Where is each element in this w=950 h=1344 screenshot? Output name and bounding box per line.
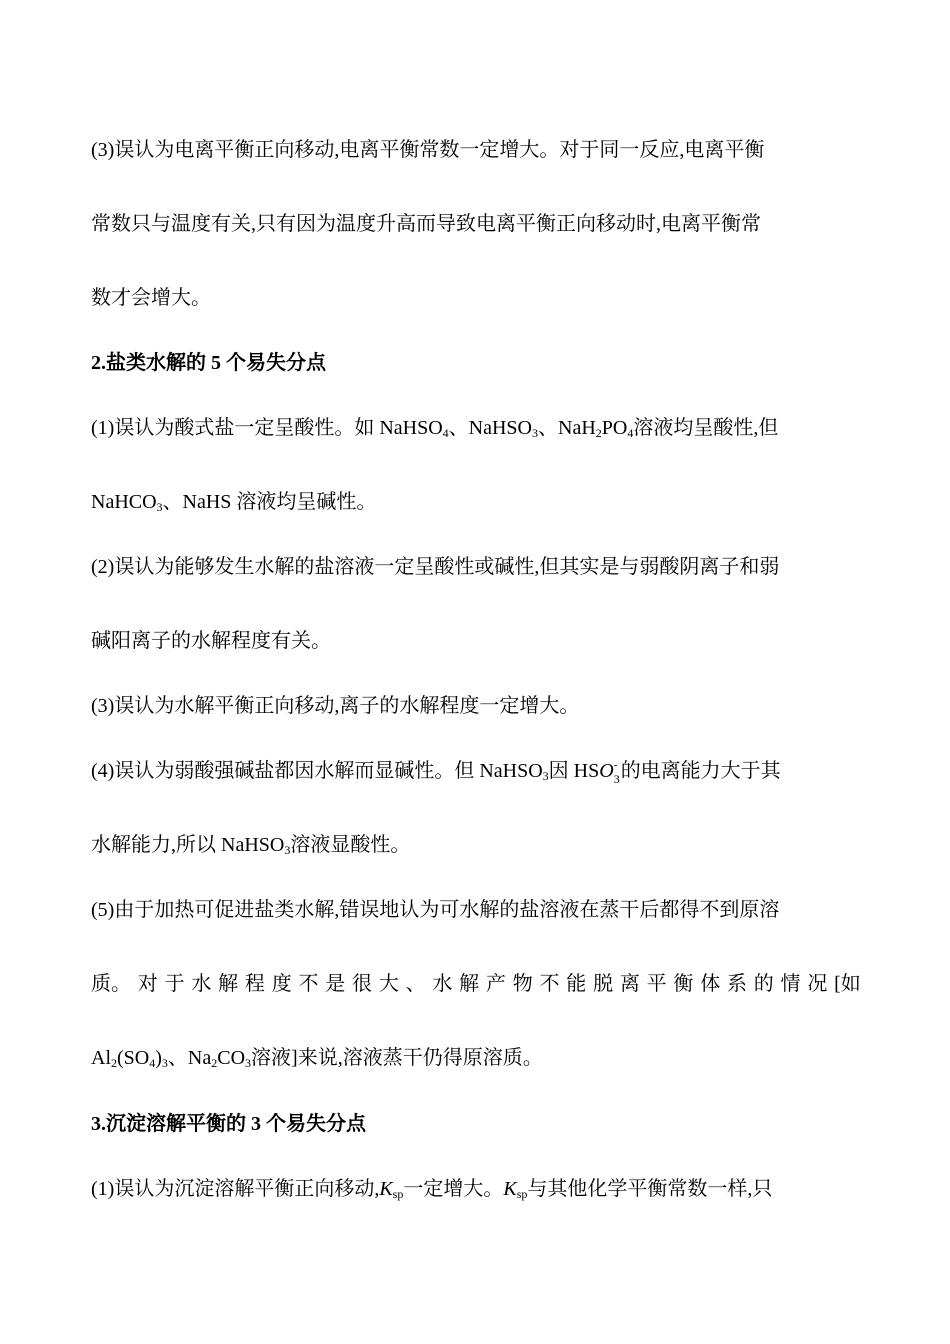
text-run: 溶液均呈酸性,但 [633,417,779,439]
text-char: 产 [485,973,506,995]
text-char: 于 [164,973,185,995]
text-char: 况 [807,973,828,995]
italic-symbol: K [379,1178,393,1200]
text-char: 的 [753,973,774,995]
ion-script [613,757,621,786]
paragraph-line [91,757,861,785]
text-char: 脱 [593,973,614,995]
text-char: 离 [619,973,640,995]
italic-symbol: K [503,1178,517,1200]
text-run: 、NaHSO [448,417,532,439]
text-char: 是 [325,973,346,995]
subscript: sp [516,1187,528,1201]
section-heading: 3.沉淀溶解平衡的 3 个易失分点 [91,1113,366,1135]
text-run: 水解能力,所以 NaHSO [91,834,285,856]
text-run: 溶液]来说,溶液蒸干仍得原溶质。 [251,1047,543,1069]
text-char: 系 [726,973,747,995]
subscript: 3 [161,1056,168,1070]
subscript: 4 [627,426,634,440]
section-heading: 2.盐类水解的 5 个易失分点 [91,352,326,374]
paragraph-line [91,831,861,859]
text-char: 对 [137,973,158,995]
text-run: 一定增大。 [403,1178,504,1200]
subscript: 3 [532,426,538,440]
text-run: (1)误认为沉淀溶解平衡正向移动, [91,1178,380,1200]
subscript: 4 [442,426,449,440]
paragraph-line: (2)误认为能够发生水解的盐溶液一定呈酸性或碱性,但其实是与弱酸阴离子和弱 [91,556,780,578]
text-run: 、NaH [538,417,596,439]
text-run: 、NaHS 溶液均呈碱性。 [162,491,377,513]
text-run: 因 HS [548,760,600,782]
text-char: 程 [244,973,265,995]
text-char: 不 [539,973,560,995]
subscript: 3 [613,772,620,786]
paragraph-line [91,1044,861,1072]
text-char: 很 [352,973,373,995]
paragraph-line: 数才会增大。 [91,287,211,309]
paragraph-line: (5)由于加热可促进盐类水解,错误地认为可水解的盐溶液在蒸干后都得不到原溶 [91,899,780,921]
subscript: 4 [149,1056,156,1070]
text-run: CO [217,1047,246,1069]
text-run: 、Na [167,1047,212,1069]
paragraph-line [91,488,861,516]
text-char: 大 [378,973,399,995]
paragraph-line: 碱阳离子的水解程度有关。 [91,630,331,652]
text-char: 不 [298,973,319,995]
italic-symbol: O [599,760,614,782]
paragraph-line [91,1175,861,1203]
superscript: - [613,759,618,771]
text-run: ) [155,1047,162,1069]
text-char: 平 [646,973,667,995]
text-char: 质。 [91,973,131,995]
text-char: 体 [700,973,721,995]
text-char: [如 [834,973,861,995]
text-run: (1)误认为酸式盐一定呈酸性。如 NaHSO [91,417,443,439]
text-char: 情 [780,973,801,995]
subscript: 2 [111,1056,117,1070]
subscript: 3 [245,1056,252,1070]
text-run: 溶液显酸性。 [290,834,411,856]
subscript: sp [392,1187,404,1201]
text-char: 、 [405,973,426,995]
text-char: 解 [218,973,239,995]
subscript: 3 [284,843,291,857]
text-run: (4)误认为弱酸强碱盐都因水解而显碱性。但 NaHSO [91,760,543,782]
text-char: 水 [191,973,212,995]
text-char: 解 [459,973,480,995]
subscript: 2 [595,426,602,440]
paragraph-line: (3)误认为电离平衡正向移动,电离平衡常数一定增大。对于同一反应,电离平衡 [91,139,765,161]
text-char: 物 [512,973,533,995]
text-run: 与其他化学平衡常数一样,只 [527,1178,773,1200]
subscript: 3 [542,769,549,783]
paragraph-line: 常数只与温度有关,只有因为温度升高而导致电离平衡正向移动时,电离平衡常 [91,213,761,235]
text-char: 能 [566,973,587,995]
text-char: 度 [271,973,292,995]
paragraph-line [91,414,861,442]
paragraph-line: (3)误认为水解平衡正向移动,离子的水解程度一定增大。 [91,695,580,717]
paragraph-line-justified [91,970,861,998]
subscript: 3 [156,500,163,514]
text-char: 水 [432,973,453,995]
text-run: (SO [117,1047,150,1069]
subscript: 2 [211,1056,218,1070]
text-run: NaHCO [91,491,157,513]
text-run: PO [601,417,628,439]
text-run: Al [91,1047,111,1069]
text-char: 衡 [673,973,694,995]
text-run: 的电离能力大于其 [620,760,781,782]
